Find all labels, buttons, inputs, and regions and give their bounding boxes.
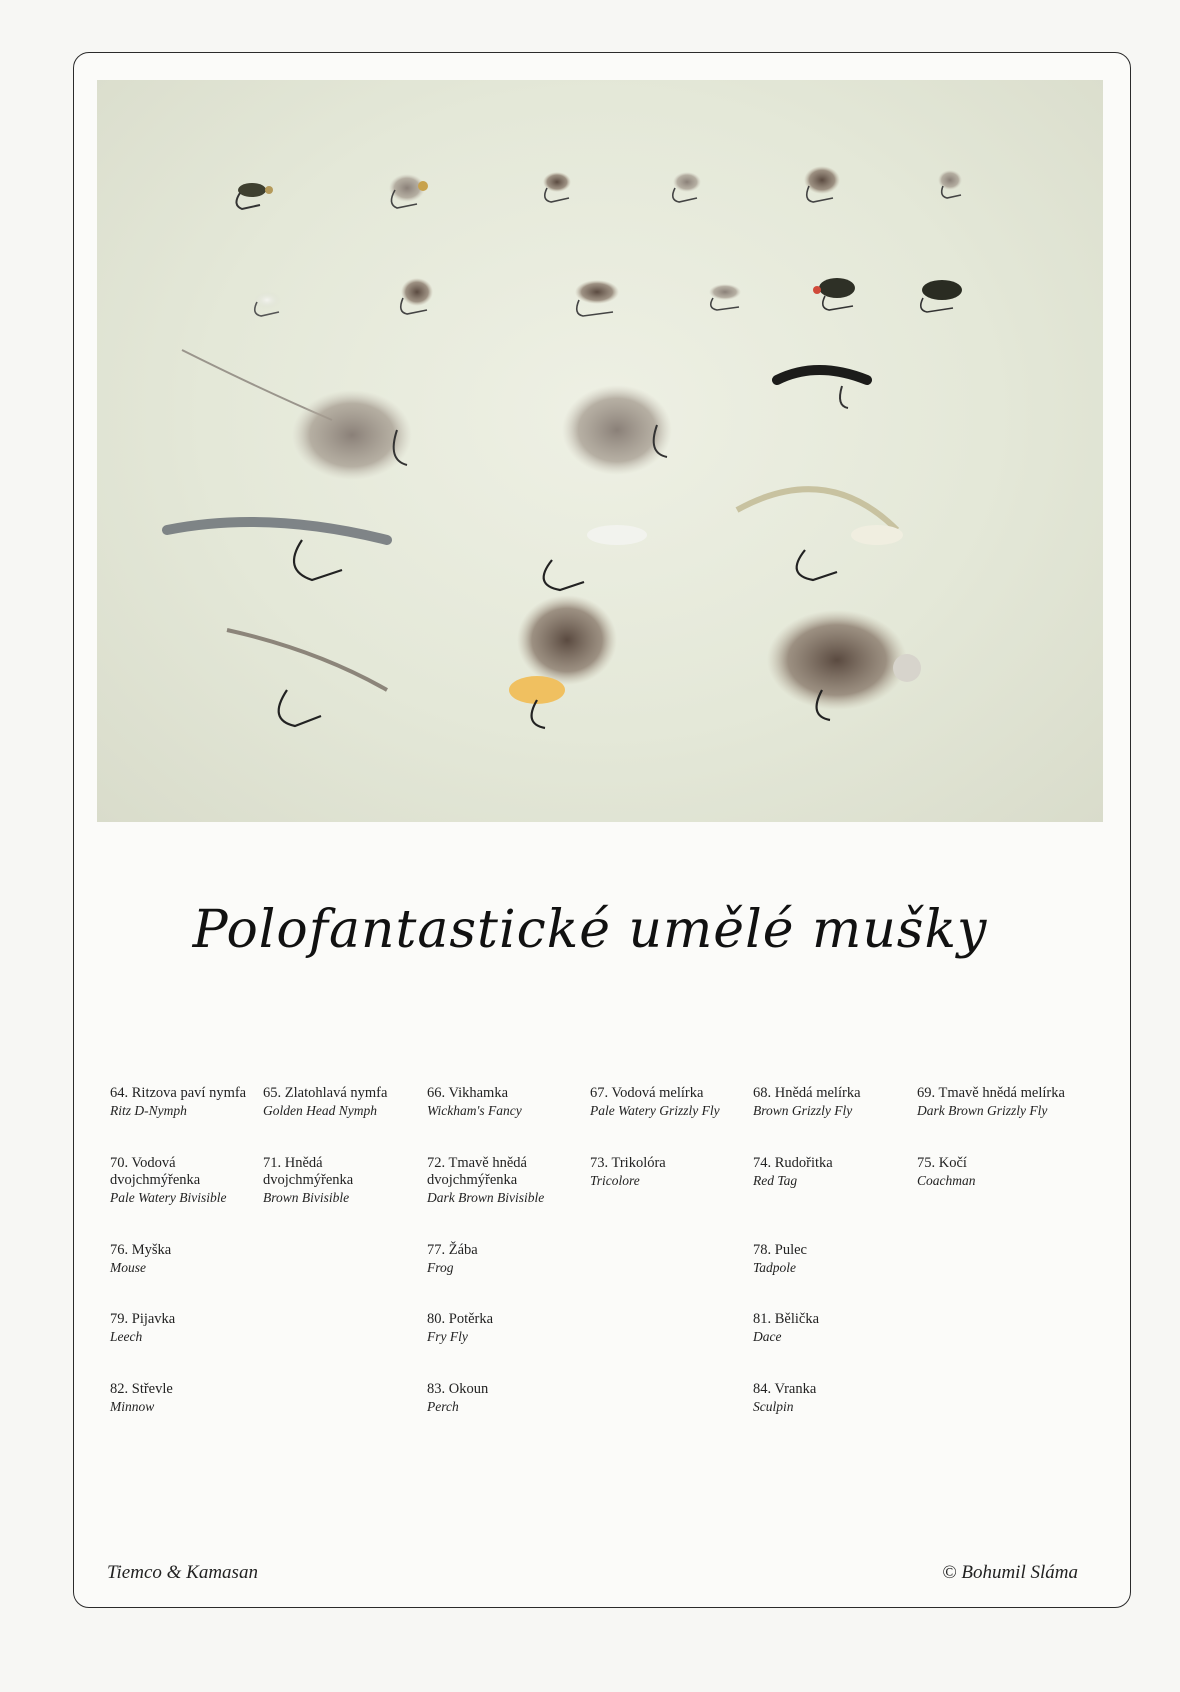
fly-entry-79 — [110, 1311, 270, 1345]
fly-entry-69 — [917, 1085, 1092, 1119]
fly-name: 65. Zlatohlavá nymfa — [263, 1085, 388, 1101]
fly-name: 70. Vodová dvojchmýřenka — [110, 1155, 201, 1188]
footer-copyright: © Bohumil Sláma — [942, 1562, 1078, 1583]
fly-english-name: Tadpole — [753, 1260, 797, 1275]
fly-78 — [777, 370, 867, 408]
fly-name: 84. Vranka — [753, 1381, 817, 1397]
fly-english-name: Perch — [427, 1399, 459, 1414]
fly-name: 74. Rudořitka — [753, 1155, 833, 1171]
fly-name: 82. Střevle — [110, 1381, 173, 1397]
fly-64 — [236, 183, 273, 209]
fly-entry-83 — [427, 1381, 587, 1415]
fly-70 — [253, 291, 281, 316]
fly-entry-64 — [110, 1085, 270, 1119]
fly-entry-80 — [427, 1311, 587, 1345]
fly-english-name: Wickham's Fancy — [427, 1103, 522, 1118]
fly-entry-77 — [427, 1242, 587, 1276]
fly-66 — [543, 172, 571, 202]
fly-entry-73 — [590, 1155, 750, 1189]
fly-73 — [709, 284, 741, 310]
fly-name: 67. Vodová melírka — [590, 1085, 704, 1101]
fly-english-name: Red Tag — [753, 1173, 798, 1188]
fly-name: 68. Hnědá melírka — [753, 1085, 861, 1101]
fly-english-name: Tricolore — [590, 1173, 640, 1188]
fly-68 — [804, 166, 840, 202]
fly-name: 76. Myška — [110, 1242, 172, 1258]
fly-english-name: Golden Head Nymph — [263, 1103, 377, 1118]
fly-82 — [227, 630, 387, 726]
fly-entry-67 — [590, 1085, 750, 1119]
fly-english-name: Pale Watery Bivisible — [110, 1190, 227, 1205]
fly-name: 73. Trikolóra — [590, 1155, 666, 1171]
fly-entry-70 — [110, 1155, 235, 1206]
fly-65 — [389, 174, 428, 208]
fly-83 — [509, 595, 617, 728]
fly-75 — [921, 280, 962, 312]
fly-english-name: Fry Fly — [427, 1329, 468, 1344]
fly-entry-78 — [753, 1242, 913, 1276]
fly-69 — [938, 170, 962, 198]
fly-english-name: Brown Bivisible — [263, 1190, 350, 1205]
fly-name: 78. Pulec — [753, 1242, 807, 1258]
fly-name: 77. Žába — [427, 1242, 478, 1258]
fly-name: 79. Pijavka — [110, 1311, 176, 1327]
fly-english-name: Coachman — [917, 1173, 976, 1188]
fly-76 — [182, 350, 412, 480]
fly-entry-71 — [263, 1155, 388, 1206]
fly-english-name: Brown Grizzly Fly — [753, 1103, 853, 1118]
fly-name: 75. Kočí — [917, 1155, 967, 1171]
fly-67 — [673, 172, 701, 202]
fly-english-name: Ritz D-Nymph — [110, 1103, 187, 1118]
fly-english-name: Mouse — [110, 1260, 146, 1275]
fly-english-name: Pale Watery Grizzly Fly — [590, 1103, 720, 1118]
fly-entry-84 — [753, 1381, 913, 1415]
fly-entry-68 — [753, 1085, 913, 1119]
fly-english-name: Frog — [427, 1260, 454, 1275]
fly-84 — [767, 610, 921, 720]
fly-name: 71. Hnědá dvojchmýřenka — [263, 1155, 354, 1188]
fly-english-name: Dace — [753, 1329, 782, 1344]
fly-english-name: Leech — [110, 1329, 143, 1344]
fly-entry-81 — [753, 1311, 913, 1345]
fly-81 — [737, 489, 903, 580]
page-title: Polofantastické umělé mušky — [192, 900, 988, 960]
fly-entry-65 — [263, 1085, 423, 1119]
footer-brand: Tiemco & Kamasan — [107, 1562, 258, 1583]
fly-72 — [575, 280, 619, 316]
fly-name: 81. Bělička — [753, 1311, 820, 1327]
fly-english-name: Dark Brown Bivisible — [427, 1190, 545, 1205]
fly-74 — [813, 278, 855, 310]
fly-name: 64. Ritzova paví nymfa — [110, 1085, 247, 1101]
fly-name: 66. Vikhamka — [427, 1085, 509, 1101]
fly-79 — [167, 522, 387, 580]
fly-english-name: Dark Brown Grizzly Fly — [917, 1103, 1048, 1118]
fly-english-name: Minnow — [110, 1399, 155, 1414]
fly-entry-76 — [110, 1242, 270, 1276]
fly-entry-66 — [427, 1085, 587, 1119]
fly-name: 83. Okoun — [427, 1381, 489, 1397]
fly-name: 80. Potěrka — [427, 1311, 494, 1327]
fly-entry-72 — [427, 1155, 552, 1206]
fly-entry-82 — [110, 1381, 270, 1415]
fly-71 — [401, 278, 433, 314]
fly-name: 72. Tmavě hnědá dvojchmýřenka — [427, 1155, 527, 1188]
fly-english-name: Sculpin — [753, 1399, 794, 1414]
fly-photograph — [97, 80, 1103, 822]
fly-name: 69. Tmavě hnědá melírka — [917, 1085, 1065, 1101]
fly-entry-75 — [917, 1155, 1077, 1189]
fly-entry-74 — [753, 1155, 913, 1189]
fly-80 — [544, 525, 647, 590]
fly-77 — [562, 385, 672, 475]
